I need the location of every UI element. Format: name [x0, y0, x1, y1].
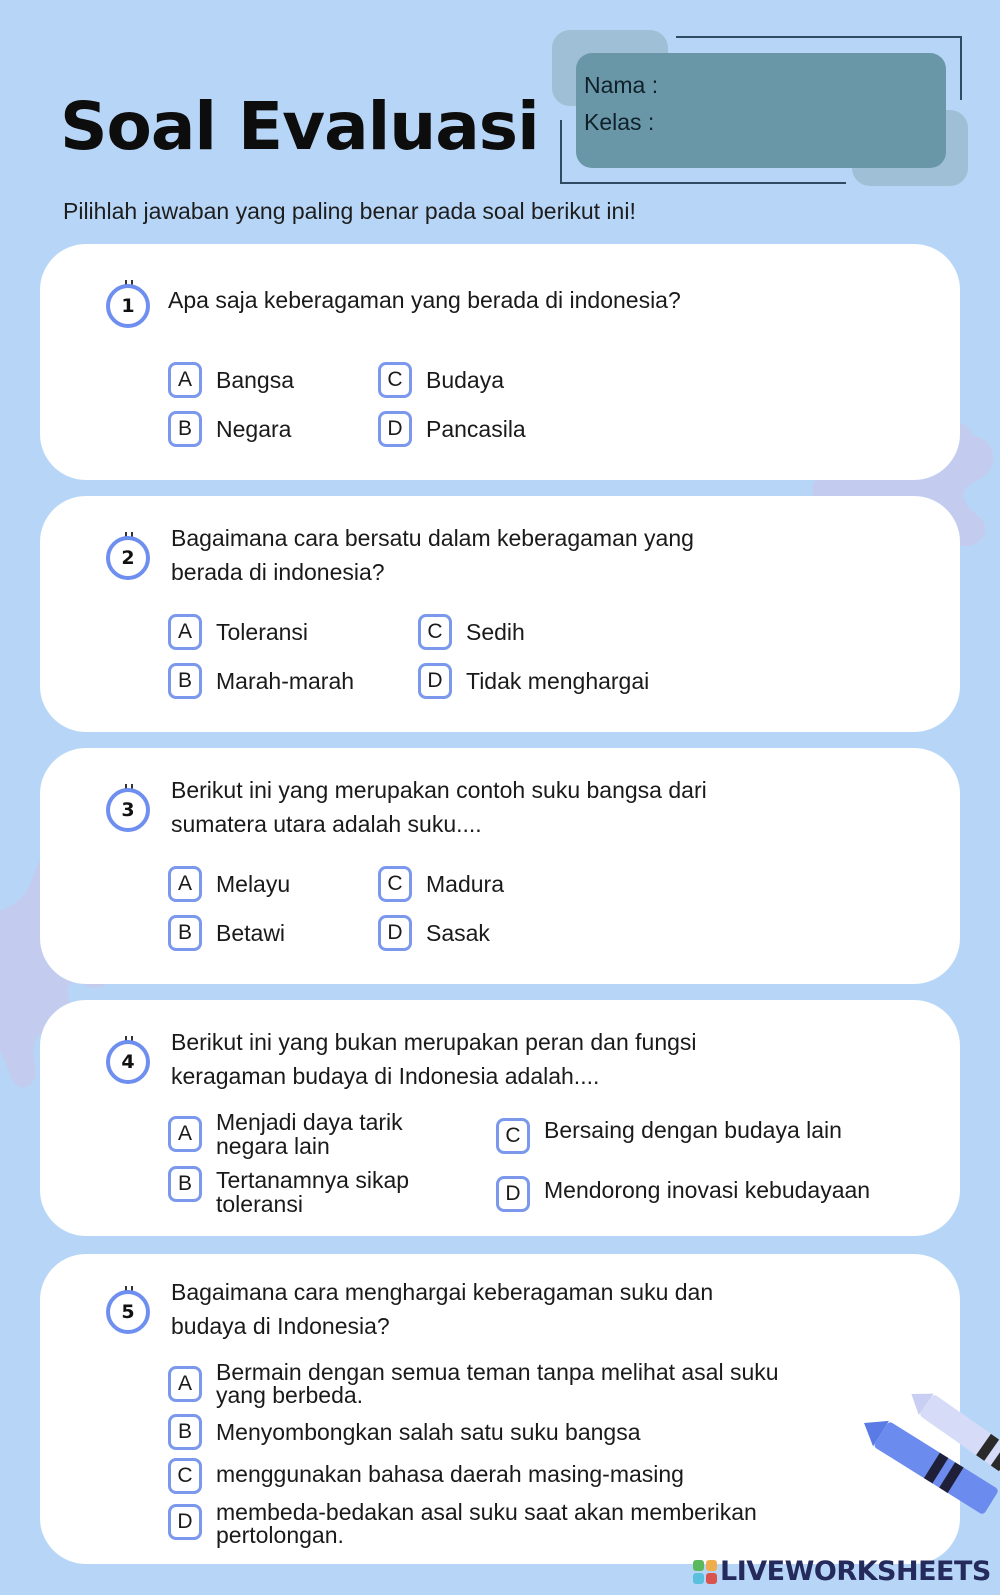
option-d-box[interactable]: D	[496, 1176, 530, 1212]
option-d-box[interactable]: D	[378, 411, 412, 447]
option-b-box[interactable]: B	[168, 1414, 202, 1450]
name-field-label[interactable]: Nama :	[584, 72, 659, 98]
option-d-text[interactable]: Tidak menghargai	[466, 668, 650, 694]
option-a-box[interactable]: A	[168, 362, 202, 398]
option-d-text-line-2[interactable]: pertolongan.	[216, 1522, 344, 1548]
option-d-text-line-1[interactable]: membeda-bedakan asal suku saat akan memberikan	[216, 1499, 757, 1525]
question-text-line-2: sumatera utara adalah suku....	[171, 811, 482, 837]
student-id-box	[576, 53, 946, 168]
question-text-line-2: berada di indonesia?	[171, 559, 385, 585]
option-d-box[interactable]: D	[168, 1504, 202, 1540]
option-b-text[interactable]: Betawi	[216, 920, 286, 946]
option-a-text[interactable]: Melayu	[216, 871, 291, 897]
option-b-text[interactable]: Marah-marah	[216, 668, 355, 694]
page-title: Soal Evaluasi	[60, 88, 539, 165]
question-text: Apa saja keberagaman yang berada di indonesia?	[168, 287, 681, 313]
question-text-line-2: budaya di Indonesia?	[171, 1313, 390, 1339]
option-c-text[interactable]: menggunakan bahasa daerah masing-masing	[216, 1461, 684, 1487]
question-card-5	[40, 1254, 960, 1564]
question-number-badge: 2	[106, 536, 150, 580]
option-c-text[interactable]: Sedih	[466, 619, 525, 645]
option-b-box[interactable]: B	[168, 915, 202, 951]
question-text-line-1: Bagaimana cara bersatu dalam keberagaman yang	[171, 525, 694, 551]
question-number-badge: 4	[106, 1040, 150, 1084]
question-card-1	[40, 244, 960, 480]
option-a-text[interactable]: Bangsa	[216, 367, 295, 393]
option-d-box[interactable]: D	[378, 915, 412, 951]
option-a-box[interactable]: A	[168, 1366, 202, 1402]
question-number-badge: 5	[106, 1290, 150, 1334]
option-b-text[interactable]: Negara	[216, 416, 292, 442]
option-a-text-line-2[interactable]: yang berbeda.	[216, 1382, 364, 1408]
option-a-box[interactable]: A	[168, 614, 202, 650]
option-c-text[interactable]: Budaya	[426, 367, 505, 393]
question-card-2	[40, 496, 960, 732]
option-c-box[interactable]: C	[168, 1458, 202, 1494]
option-d-text[interactable]: Sasak	[426, 920, 490, 946]
crayons-icon	[850, 1392, 1000, 1542]
class-field-label[interactable]: Kelas :	[584, 109, 655, 135]
option-d-box[interactable]: D	[418, 663, 452, 699]
option-b-text-line-2[interactable]: toleransi	[216, 1191, 303, 1217]
option-d-text[interactable]: Pancasila	[426, 416, 526, 442]
question-number-badge: 3	[106, 788, 150, 832]
question-number-badge: 1	[106, 284, 150, 328]
question-card-3	[40, 748, 960, 984]
liveworksheets-logo[interactable]	[694, 1556, 991, 1587]
option-b-text[interactable]: Menyombongkan salah satu suku bangsa	[216, 1419, 641, 1445]
option-b-box[interactable]: B	[168, 411, 202, 447]
option-c-text[interactable]: Madura	[426, 871, 504, 897]
option-c-box[interactable]: C	[496, 1118, 530, 1154]
question-text-line-2: keragaman budaya di Indonesia adalah....	[171, 1063, 600, 1089]
question-card-4	[40, 1000, 960, 1236]
question-text-line-1: Berikut ini yang bukan merupakan peran dan fungsi	[171, 1029, 697, 1055]
option-b-box[interactable]: B	[168, 1166, 202, 1202]
option-c-box[interactable]: C	[378, 362, 412, 398]
option-a-text-line-1[interactable]: Bermain dengan semua teman tanpa melihat asal suku	[216, 1359, 779, 1385]
option-b-box[interactable]: B	[168, 663, 202, 699]
option-a-box[interactable]: A	[168, 1116, 202, 1152]
option-a-text-line-1[interactable]: Menjadi daya tarik	[216, 1109, 403, 1135]
question-text-line-1: Bagaimana cara menghargai keberagaman suku dan	[171, 1279, 714, 1305]
option-b-text-line-1[interactable]: Tertanamnya sikap	[216, 1167, 410, 1193]
option-a-text-line-2[interactable]: negara lain	[216, 1133, 330, 1159]
instruction-text: Pilihlah jawaban yang paling benar pada soal berikut ini!	[63, 198, 636, 224]
logo-text: LIVEWORKSHEETS	[720, 1556, 991, 1587]
option-a-text[interactable]: Toleransi	[216, 619, 309, 645]
question-text-line-1: Berikut ini yang merupakan contoh suku bangsa dari	[171, 777, 707, 803]
option-d-text[interactable]: Mendorong inovasi kebudayaan	[544, 1177, 871, 1203]
option-c-text[interactable]: Bersaing dengan budaya lain	[544, 1117, 842, 1143]
option-c-box[interactable]: C	[418, 614, 452, 650]
option-c-box[interactable]: C	[378, 866, 412, 902]
option-a-box[interactable]: A	[168, 866, 202, 902]
